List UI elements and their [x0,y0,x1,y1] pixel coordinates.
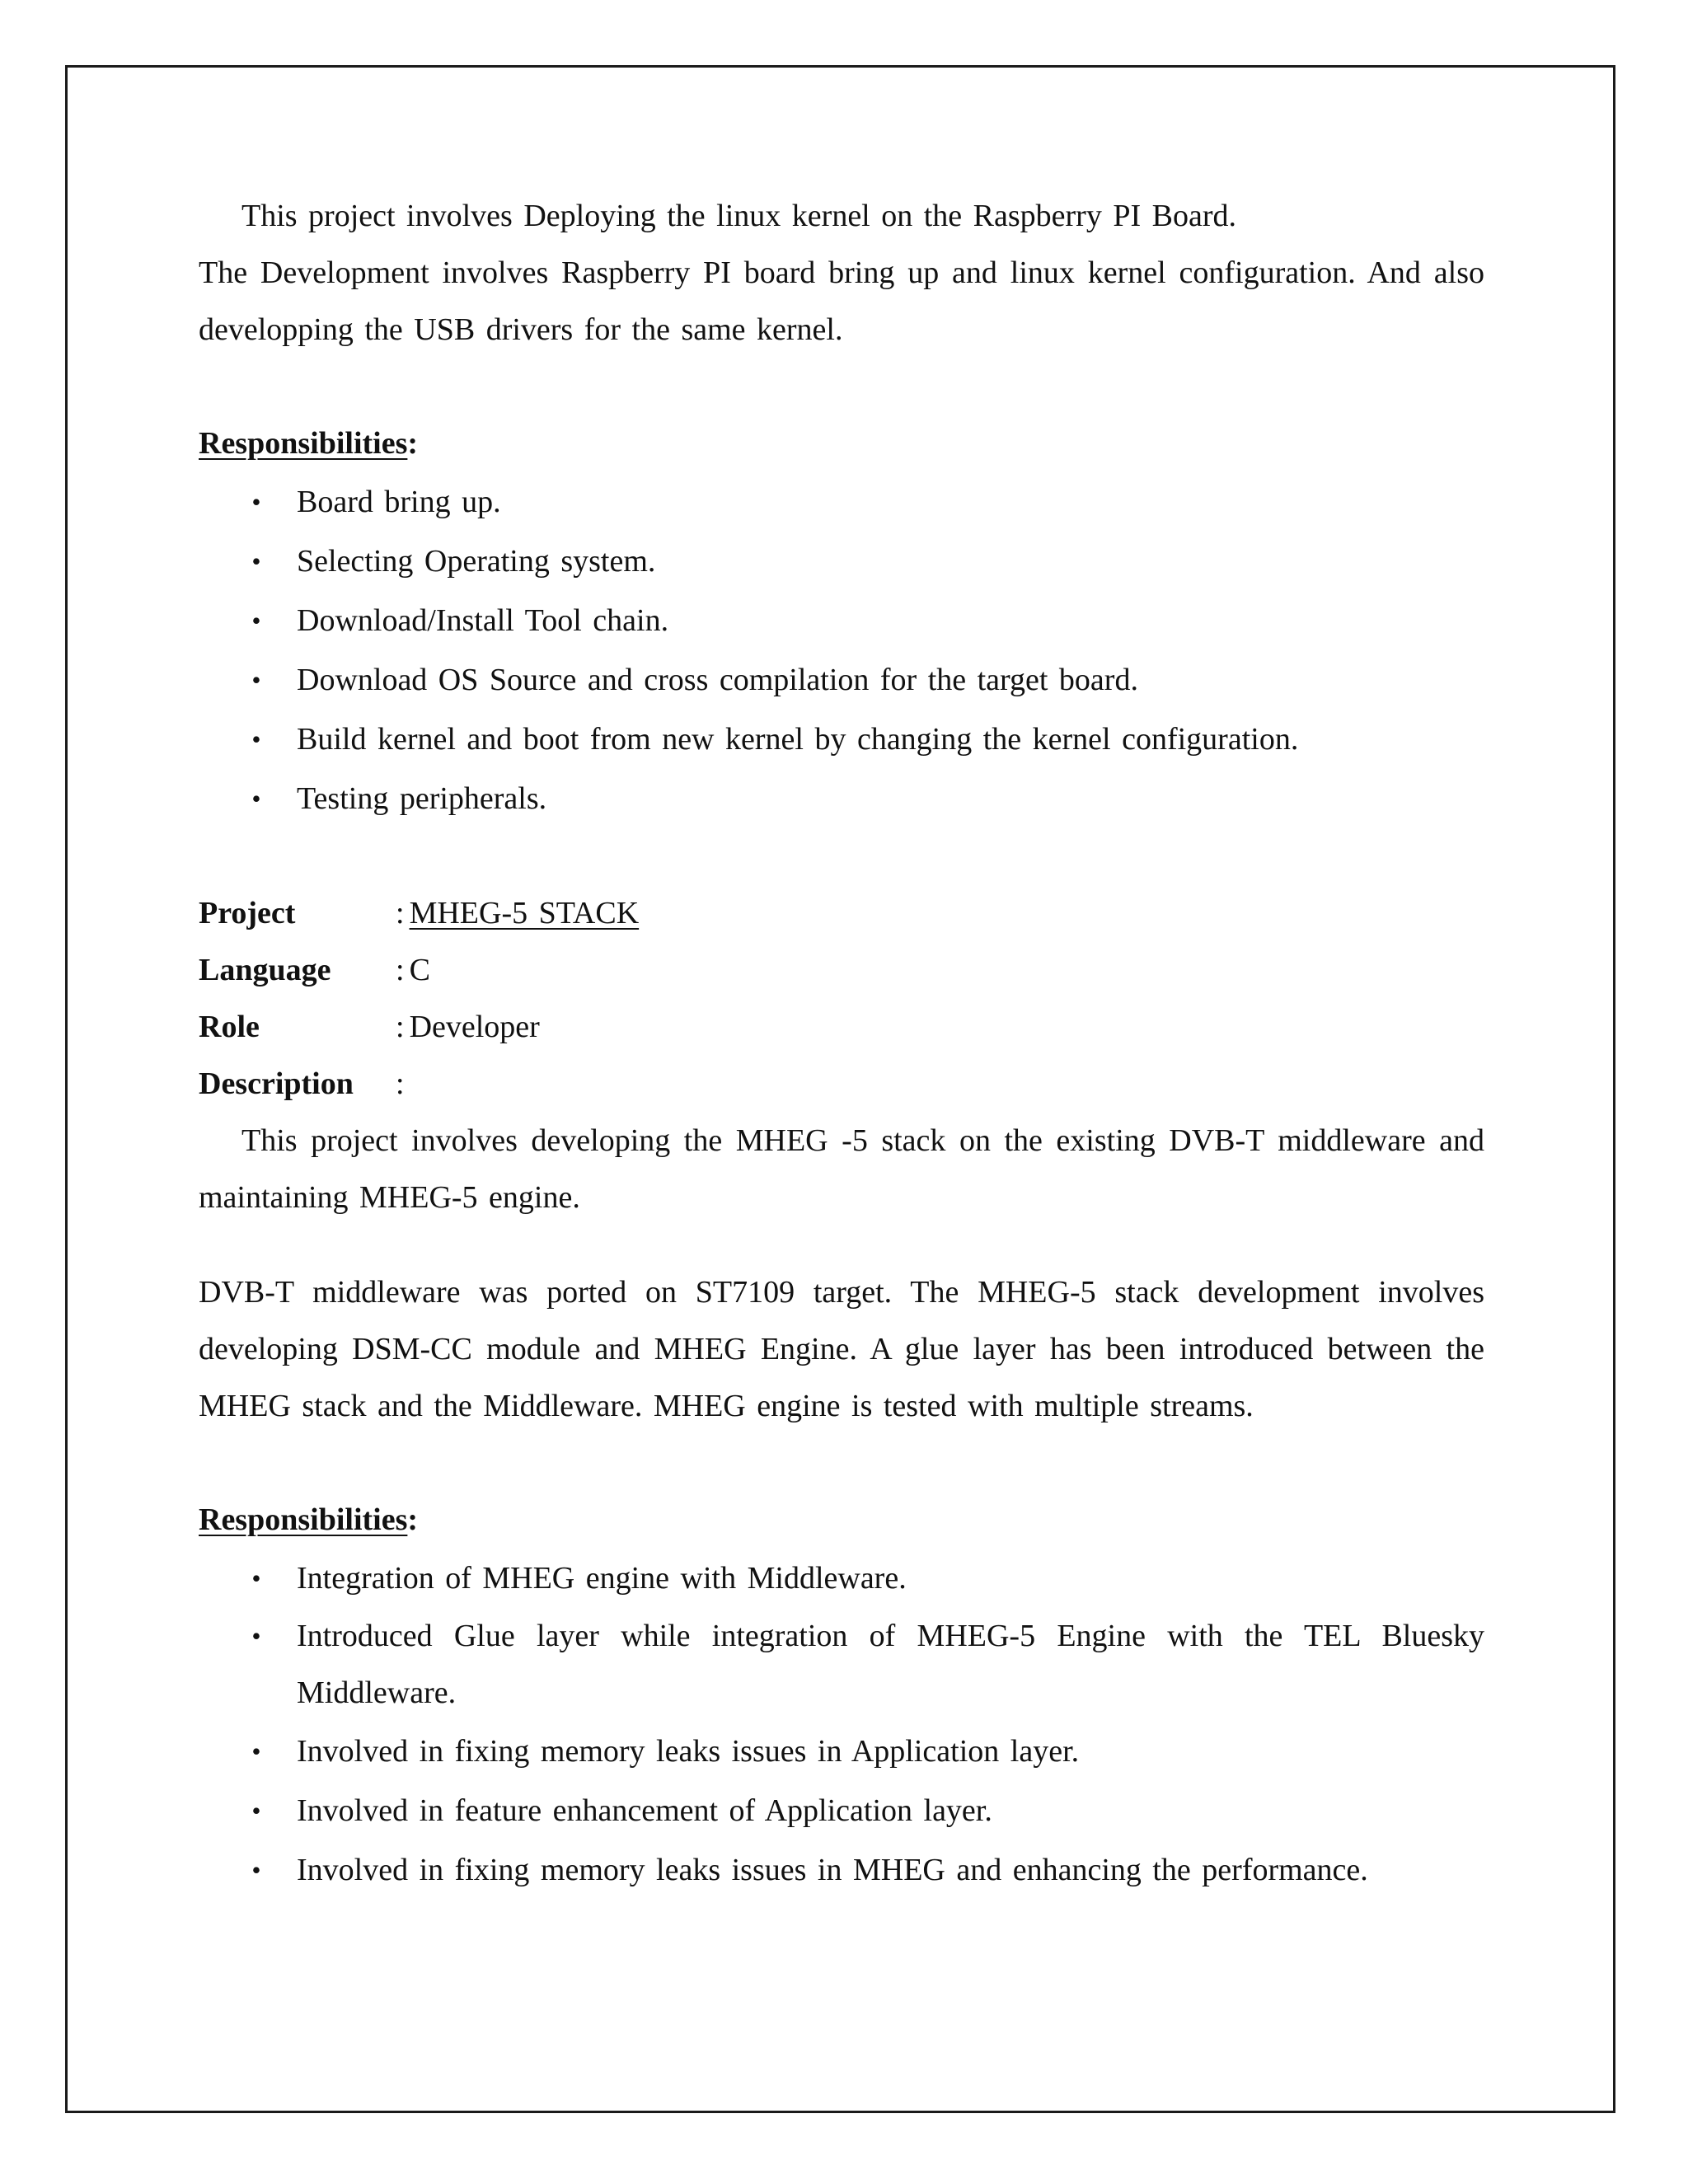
separator: : [396,1066,405,1101]
separator: : [396,953,405,987]
role-label: Role [199,1010,260,1044]
responsibilities-heading-colon: : [407,426,419,461]
intro-line: This project involves Deploying the linux kernel on the Raspberry PI Board. [241,199,1236,233]
list-item-text: Involved in fixing memory leaks issues in Application layer. [297,1734,1080,1769]
list-item-text: Involved in fixing memory leaks issues in MHEG and enhancing the performance. [297,1853,1368,1887]
bullet-icon: • [251,724,261,754]
list-item-text: Testing peripherals. [297,781,547,816]
description-paragraph: This project involves developing the MHEG -5 stack on the existing DVB-T middleware and maintaining MHEG-5 engine. [199,1123,1484,1215]
bullet-icon: • [251,1563,261,1593]
separator: : [396,896,405,930]
list-item-text: Board bring up. [297,485,501,519]
separator: : [396,1010,405,1044]
bullet-icon: • [251,784,261,813]
bullet-icon: • [251,546,261,576]
bullet-icon: • [251,1855,261,1885]
list-item-text: Introduced Glue layer while integration of MHEG-5 Engine with the TEL Bluesky Middleware. [297,1619,1484,1710]
list-item-text: Selecting Operating system. [297,544,656,579]
responsibilities-list [199,1549,1484,1900]
bullet-icon: • [251,1796,261,1825]
spacer [199,1435,1484,1492]
list-item [199,532,1484,591]
role-value: Developer [409,1010,540,1044]
responsibilities-heading-colon: : [407,1502,419,1537]
description-label: Description [199,1066,354,1101]
list-item [199,472,1484,532]
responsibilities-list [199,472,1484,828]
bullet-icon: • [251,487,261,517]
list-item [199,1781,1484,1840]
list-item-text: Download/Install Tool chain. [297,603,669,638]
role-row [199,999,1484,1056]
project-value: MHEG-5 STACK [409,896,640,930]
list-item [199,710,1484,769]
language-value: C [409,953,430,987]
list-item-text: Build kernel and boot from new kernel by changing the kernel configuration. [297,722,1299,757]
language-label: Language [199,953,331,987]
project-row [199,885,1484,942]
responsibilities-heading-text: Responsibilities [199,426,408,461]
spacer [199,359,1484,415]
list-item [199,650,1484,710]
spacer [199,1226,1484,1264]
list-item [199,1549,1484,1608]
document-body [199,188,1484,1900]
intro-paragraph: The Development involves Raspberry PI board bring up and linux kernel configuration. And also developping the USB drivers for the same kernel. [199,255,1484,347]
list-item [199,591,1484,650]
bullet-icon: • [251,606,261,635]
list-item [199,769,1484,828]
list-item [199,1608,1484,1722]
description-row [199,1056,1484,1113]
description-paragraph: DVB-T middleware was ported on ST7109 target. The MHEG-5 stack development involves developing DSM-CC module and MHEG Engine. A glue layer has been introduced between the MHEG stack and the Middleware. MHEG engine is tested with multiple streams. [199,1275,1484,1423]
list-item [199,1840,1484,1900]
responsibilities-heading [199,415,1484,472]
bullet-icon: • [251,665,261,695]
project-label: Project [199,896,296,930]
bullet-icon: • [251,1736,261,1766]
list-item [199,1722,1484,1781]
language-row [199,942,1484,999]
list-item-text: Download OS Source and cross compilation for the target board. [297,663,1138,697]
list-item-text: Involved in feature enhancement of Application layer. [297,1793,992,1828]
list-item-text: Integration of MHEG engine with Middleware. [297,1561,907,1596]
responsibilities-heading [199,1492,1484,1549]
spacer [199,828,1484,885]
responsibilities-heading-text: Responsibilities [199,1502,408,1537]
bullet-icon: • [251,1621,261,1651]
